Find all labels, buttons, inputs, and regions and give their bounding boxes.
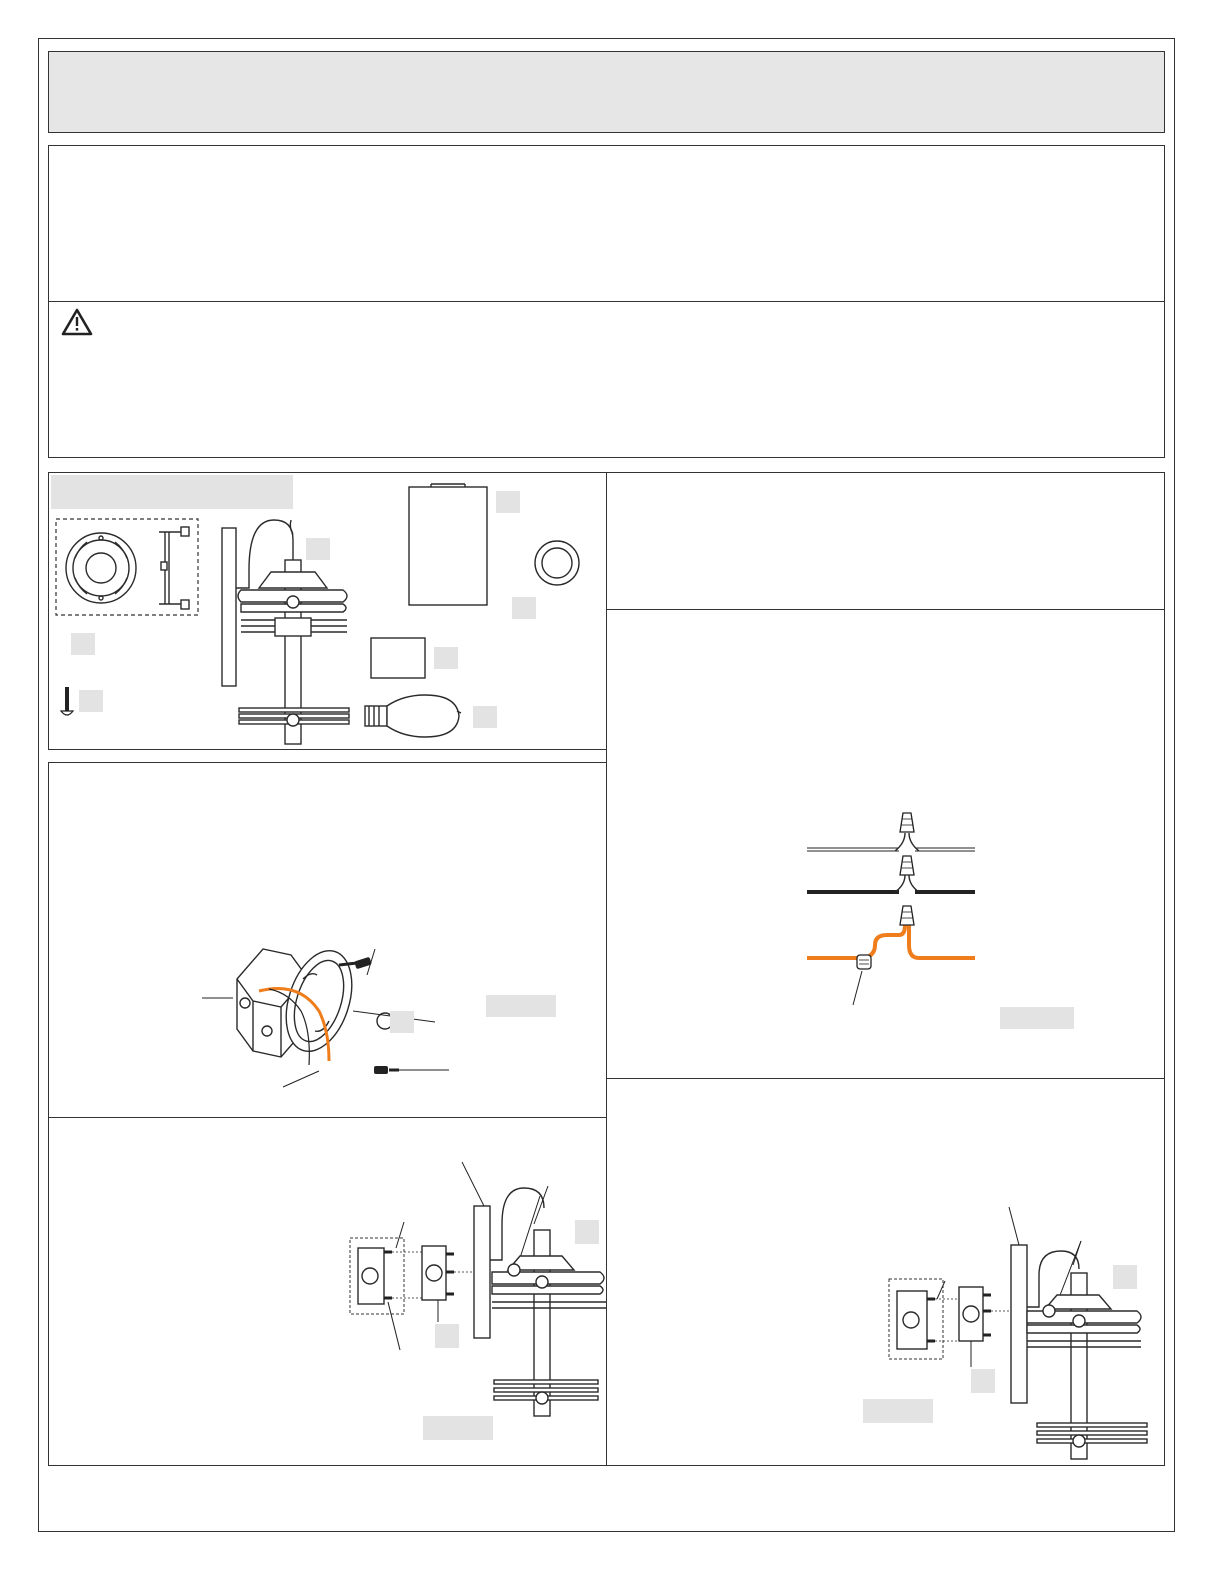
intro-panel bbox=[48, 145, 1165, 302]
wiring-panel bbox=[606, 609, 1165, 1079]
ring-drawing bbox=[532, 538, 582, 588]
step-label-right-bottom bbox=[863, 1399, 933, 1423]
step-label-wiring bbox=[1000, 1007, 1074, 1029]
parts-panel bbox=[48, 472, 607, 750]
part-label-a bbox=[71, 633, 95, 655]
part-label-a-step bbox=[390, 1011, 414, 1033]
left-bottom-panel bbox=[48, 1117, 607, 1466]
bulb-drawing bbox=[363, 691, 463, 741]
part-label-g bbox=[473, 706, 497, 728]
part-label-b bbox=[79, 690, 103, 712]
part-label-c-left bbox=[575, 1220, 599, 1244]
right-top-panel bbox=[606, 472, 1165, 610]
part-label-c bbox=[306, 538, 330, 560]
title-bar bbox=[48, 51, 1165, 133]
wire-connection-diagram bbox=[807, 805, 987, 1015]
glass-shade-drawing bbox=[407, 483, 491, 607]
part-label-f bbox=[434, 647, 458, 669]
warning-triangle-icon bbox=[61, 308, 93, 336]
fixture-mount-drawing-left bbox=[344, 1160, 624, 1420]
part-label-c-right bbox=[1113, 1265, 1137, 1289]
part-label-e bbox=[512, 597, 536, 619]
fixture-body-drawing bbox=[219, 500, 369, 745]
part-label-b-left bbox=[435, 1324, 459, 1348]
part-label-d bbox=[496, 491, 520, 513]
warning-panel bbox=[48, 301, 1165, 458]
right-bottom-panel bbox=[606, 1078, 1165, 1466]
junction-box-panel bbox=[48, 762, 607, 1118]
mounting-plate-drawing bbox=[55, 518, 205, 618]
small-box-drawing bbox=[369, 636, 429, 680]
screw-drawing bbox=[59, 686, 75, 720]
junction-box-drawing bbox=[199, 941, 459, 1101]
part-label-b-right bbox=[971, 1369, 995, 1393]
step-label-left-bottom bbox=[423, 1416, 493, 1440]
step-label-junction bbox=[486, 995, 556, 1017]
